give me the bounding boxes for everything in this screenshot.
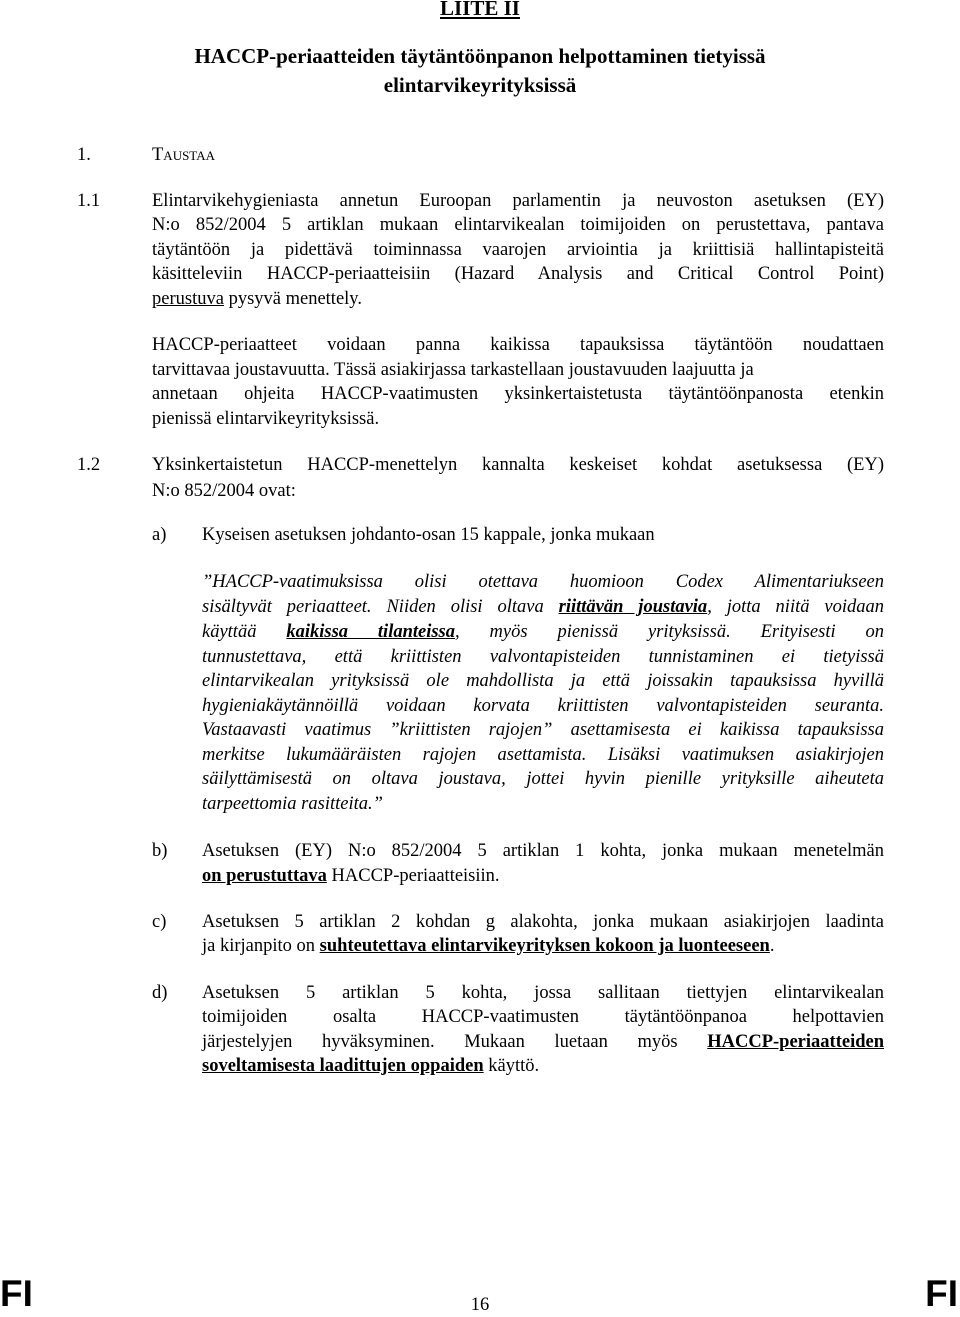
text-span: . [769,936,775,956]
item-d-line: toimijoiden osalta HACCP-vaatimusten täytäntöönpanoa helpottavien [202,1007,884,1027]
underlined-term: perustuva [152,289,224,309]
quote-line [202,620,884,644]
item-b-label: b) [152,841,168,861]
para-1-1-line [152,287,362,311]
text-span: , jotta niitä voidaan [707,597,884,617]
para-1-2-line: Yksinkertaistetun HACCP-menettelyn kannalta keskeiset kohdat asetuksessa (EY) [152,455,884,475]
para-1-2-number: 1.2 [77,455,101,475]
document-title [100,42,860,100]
section-heading: Taustaa [152,145,215,165]
quote-line [202,595,884,619]
para-1-1-number: 1.1 [77,191,101,211]
item-d-line [202,1054,539,1078]
item-c-line: Asetuksen 5 artiklan 2 kohdan g alakohta, jonka mukaan asiakirjojen laadinta [202,912,884,932]
para-1-1-line: N:o 852/2004 5 artiklan mukaan elintarvikealan toimijoiden on perustettava, pantava [152,215,884,235]
title-line-1: HACCP-periaatteiden täytäntöönpanon helpottaminen tietyissä [194,44,766,68]
page-number: 16 [470,1295,490,1315]
text-span: käyttää [202,622,287,642]
quote-line: säilyttämisestä on oltava joustava, jottei hyvin pienille yrityksille aiheuteta [202,769,884,789]
haccp-para-line: pienissä elintarvikeyrityksissä. [152,409,380,429]
haccp-para-line: annetaan ohjeita HACCP-vaatimusten yksinkertaistetusta täytäntöönpanosta etenkin [152,384,884,404]
underlined-term: suhteutettava elintarvikeyrityksen kokoon ja luonteeseen [319,936,770,956]
text-span: sisältyvät periaatteet. Niiden olisi oltava [202,597,559,617]
underlined-term: soveltamisesta laadittujen oppaiden [202,1056,484,1076]
quote-line: hygieniakäytännöillä voidaan korvata kriittisten valvontapisteiden seuranta. [202,696,884,716]
text-span: , myös pienissä yrityksissä. Erityisesti on [455,622,884,642]
item-d-label: d) [152,983,168,1003]
quote-line: ”HACCP-vaatimuksissa olisi otettava huomioon Codex Alimentariukseen [202,572,884,592]
item-d-line [202,1030,884,1054]
text-span: käyttö. [483,1056,540,1076]
underlined-term: HACCP-periaatteiden [707,1032,884,1052]
quote-line: merkitse lukumääräisten rajojen asettamista. Lisäksi vaatimuksen asiakirjojen [202,745,884,765]
text-span: pysyvä menettely. [223,289,362,309]
quote-line: elintarvikealan yrityksissä ole mahdollista ja että joissakin tapauksissa hyvillä [202,671,884,691]
underlined-term: riittävän joustavia [558,597,708,617]
item-c-line [202,934,774,958]
item-c-label: c) [152,912,167,932]
text-span: ja kirjanpito on [202,936,320,956]
text-span: HACCP-periaatteisiin. [326,866,500,886]
item-b-line: Asetuksen (EY) N:o 852/2004 5 artiklan 1 kohta, jonka mukaan menetelmän [202,841,884,861]
para-1-1-line: täytäntöön ja pidettävä toiminnassa vaarojen arviointia ja kriittisiä hallintapisteitä [152,240,884,260]
haccp-para-line: tarvittavaa joustavuutta. Tässä asiakirjassa tarkastellaan joustavuuden laajuutta ja [152,360,754,380]
para-1-1-line: Elintarvikehygieniasta annetun Euroopan parlamentin ja neuvoston asetuksen (EY) [152,191,884,211]
item-a-label: a) [152,525,167,545]
item-d-line: Asetuksen 5 artiklan 5 kohta, jossa sallitaan tiettyjen elintarvikealan [202,983,884,1003]
text-span: järjestelyjen hyväksyminen. Mukaan luetaan myös [202,1032,708,1052]
item-a-text: Kyseisen asetuksen johdanto-osan 15 kappale, jonka mukaan [202,525,655,545]
footer-language-left: FI [0,1273,33,1314]
annex-label: LIITE II [440,0,520,20]
quote-line: tarpeettomia rasitteita.” [202,794,383,814]
footer-language-right: FI [925,1273,958,1314]
para-1-2-line: N:o 852/2004 ovat: [152,481,296,501]
underlined-term: kaikissa tilanteissa [286,622,456,642]
title-line-2: elintarvikeyrityksissä [383,73,577,97]
section-number: 1. [77,145,91,165]
para-1-1-line: käsitteleviin HACCP-periaatteisiin (Hazard Analysis and Critical Control Point) [152,264,884,284]
quote-line: tunnustettava, että kriittisten valvontapisteiden tunnistaminen ei tietyissä [202,647,884,667]
quote-line: Vastaavasti vaatimus ”kriittisten rajojen” asettamisesta ei kaikissa tapauksissa [202,720,884,740]
haccp-para-line: HACCP-periaatteet voidaan panna kaikissa tapauksissa täytäntöön noudattaen [152,335,884,355]
item-b-line [202,864,500,888]
underlined-term: on perustuttava [202,866,327,886]
